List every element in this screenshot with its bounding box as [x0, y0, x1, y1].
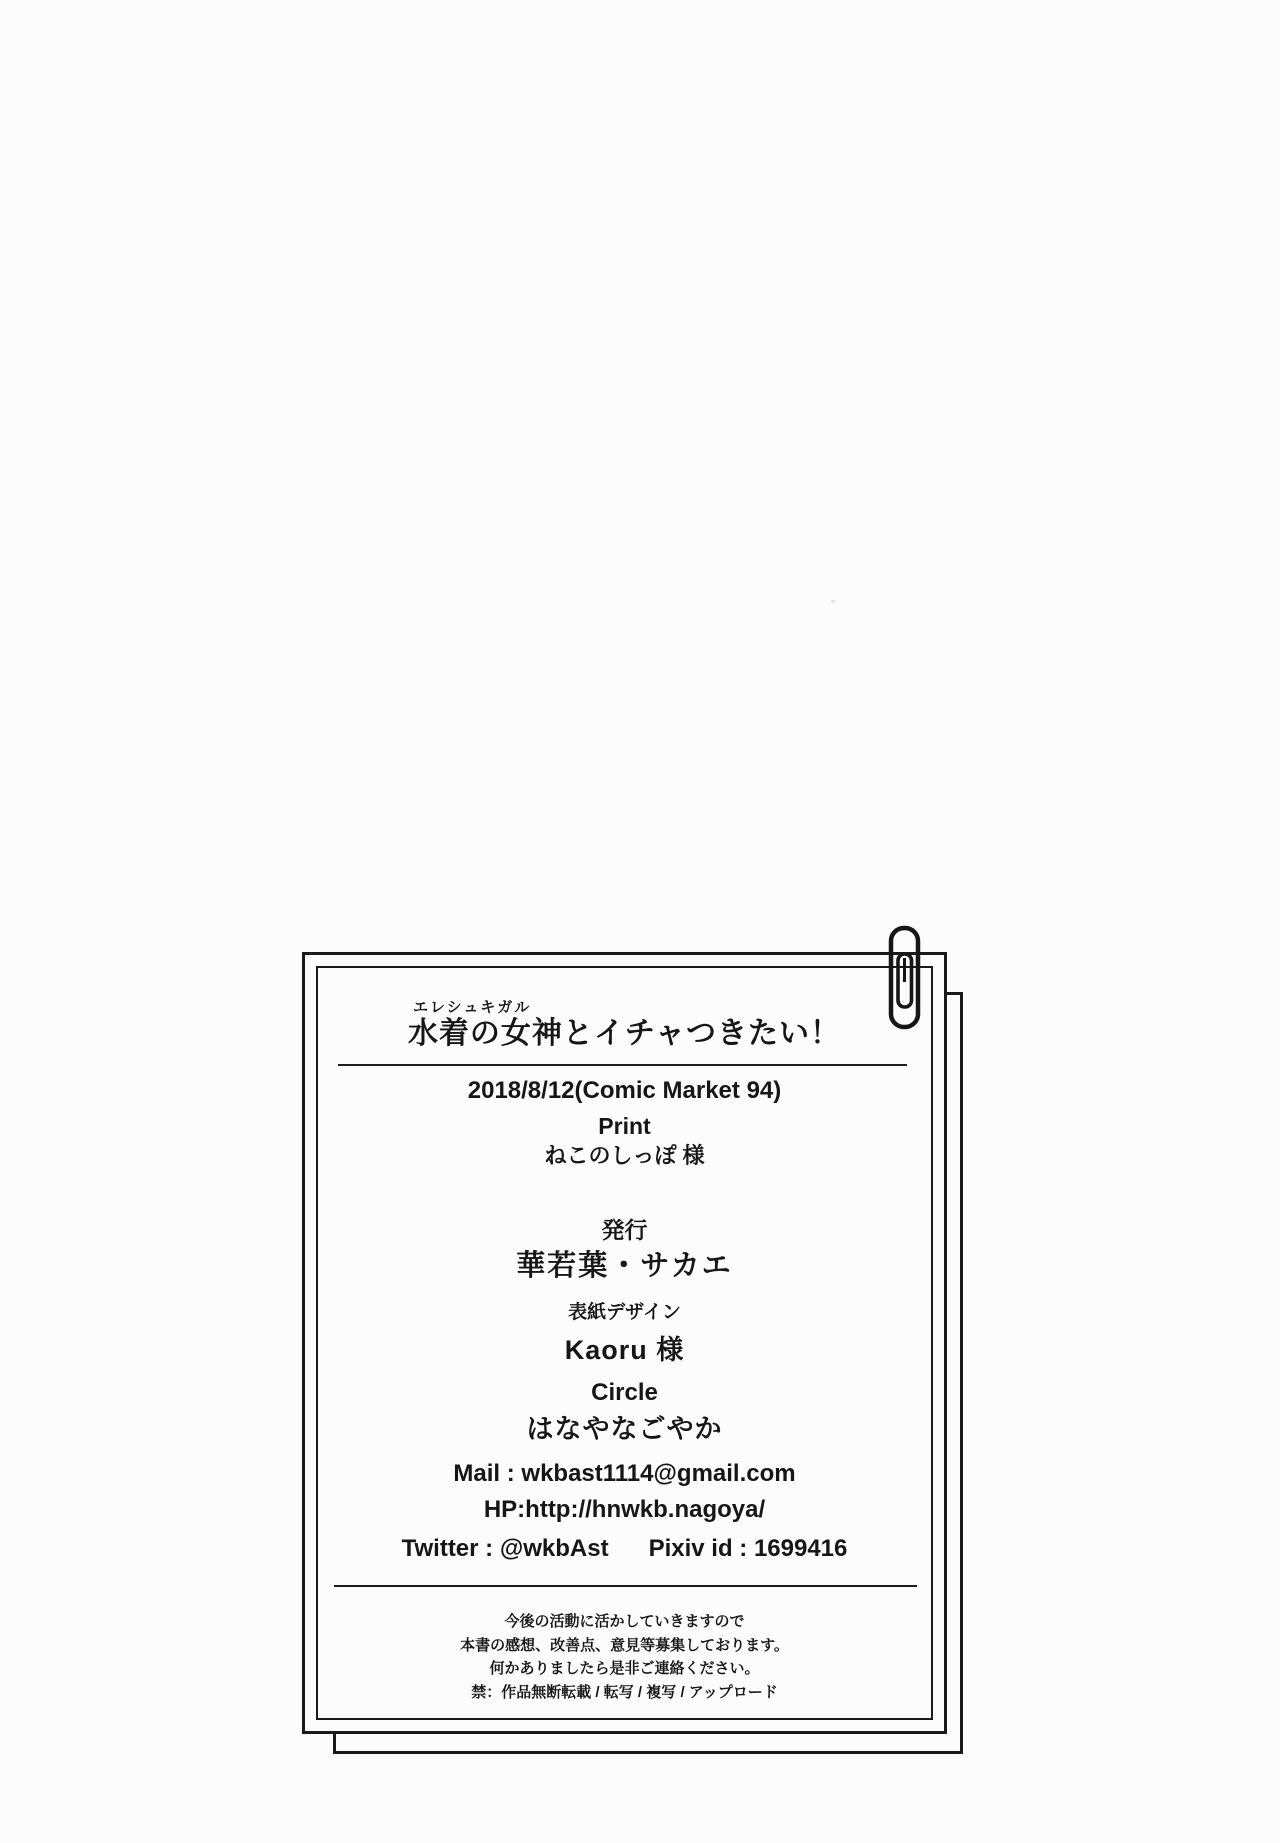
circle-name: はなやなごやか: [526, 1414, 723, 1444]
feedback-note: [318, 1610, 931, 1704]
circle-label: Circle: [591, 1379, 658, 1406]
pixiv-id: Pixiv id : 1699416: [648, 1535, 848, 1562]
title-divider: [338, 1064, 907, 1066]
homepage-url: HP:http://hnwkb.nagoya/: [483, 1496, 766, 1523]
colophon-inner-border: [316, 966, 933, 1720]
cover-design-credit: Kaoru 様: [564, 1335, 685, 1365]
paperclip-icon: [888, 925, 921, 1030]
mail-address: Mail : wkbast1114@gmail.com: [453, 1460, 796, 1487]
title-block: [318, 1000, 931, 1049]
print-label: Print: [598, 1113, 651, 1139]
feedback-note-line: 本書の感想、改善点、意見等募集しております。: [460, 1636, 789, 1654]
doujin-title: 水着の女神とイチャつきたい！: [407, 1017, 842, 1050]
print-company: ねこのしっぽ 様: [544, 1143, 705, 1168]
publisher-names: 華若葉・サカエ: [516, 1250, 733, 1282]
scan-speck: [831, 600, 835, 603]
feedback-note-line: 何かありましたら是非ご連絡ください。: [489, 1660, 760, 1677]
title-furigana: エレシュキガル: [412, 999, 532, 1016]
publisher-label: 発行: [601, 1217, 648, 1243]
event-date: 2018/8/12(Comic Market 94): [467, 1077, 782, 1104]
twitter-handle: Twitter : @wkbAst: [401, 1535, 609, 1562]
prohibition-note: 禁：作品無断転載 / 転写 / 複写 / アップロード: [471, 1683, 778, 1701]
credits-divider: [334, 1585, 917, 1587]
colophon-sheet: [302, 952, 947, 1734]
cover-design-label: 表紙デザイン: [568, 1302, 681, 1323]
feedback-note-line: 今後の活動に活かしていきますので: [504, 1613, 745, 1630]
sns-line: [318, 1537, 931, 1561]
